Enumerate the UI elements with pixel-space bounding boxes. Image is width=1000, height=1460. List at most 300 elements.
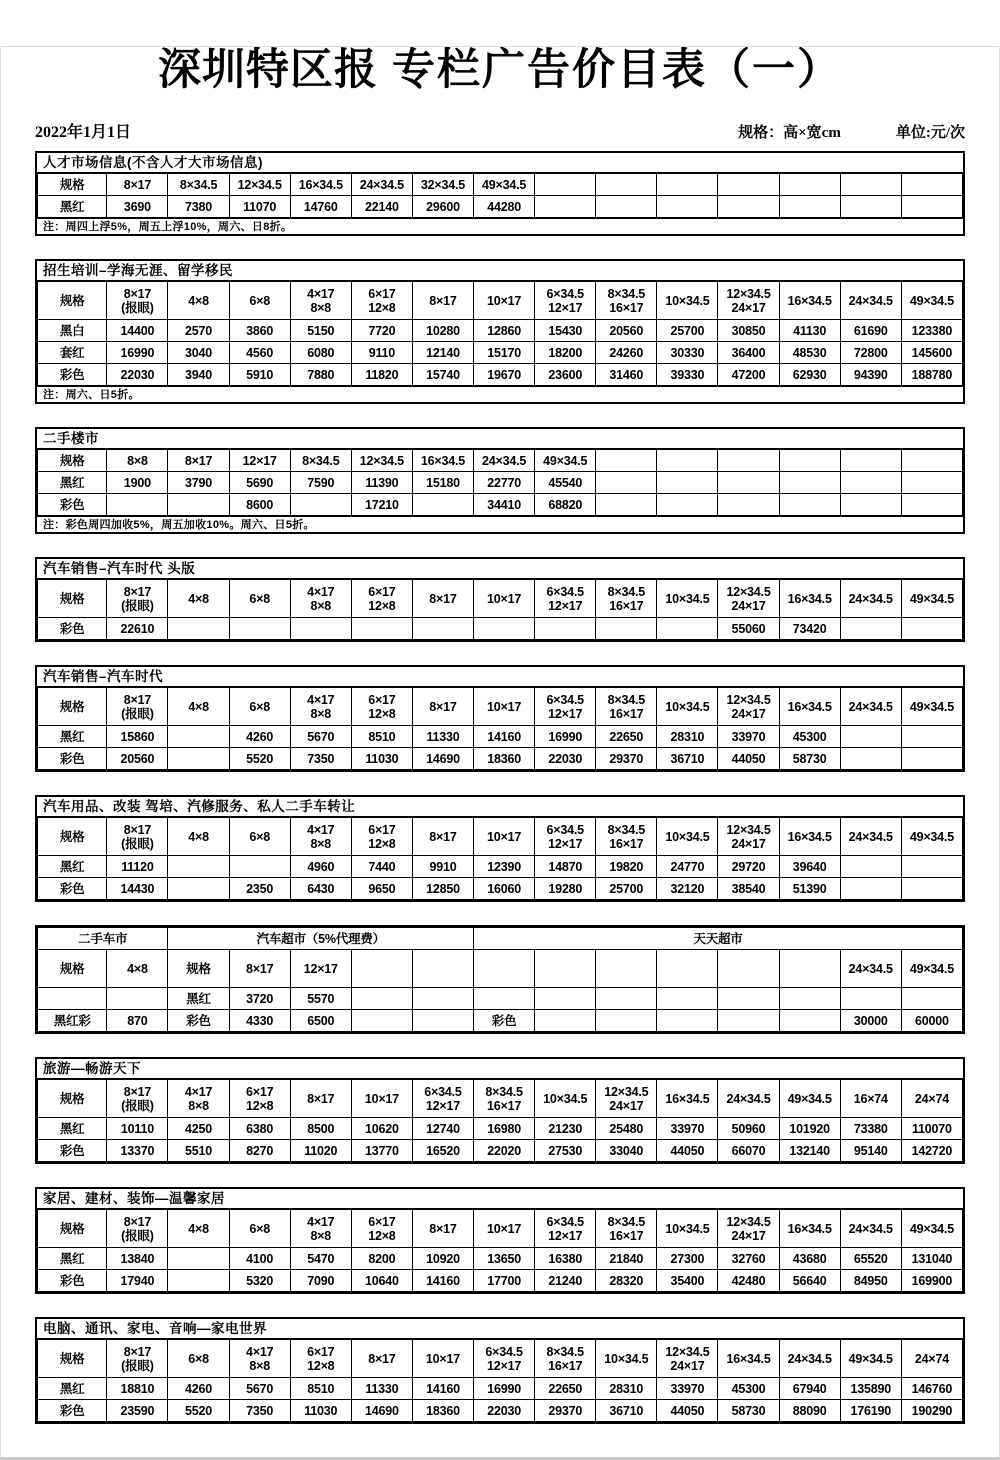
price-cell bbox=[229, 856, 290, 878]
size-header-cell: 6×34.5 12×17 bbox=[535, 818, 596, 856]
size-header-cell: 6×17 12×8 bbox=[351, 1210, 412, 1248]
row-label-cell: 彩色 bbox=[168, 1010, 229, 1032]
price-cell: 51390 bbox=[779, 878, 840, 900]
size-header-cell: 10×17 bbox=[351, 1080, 412, 1118]
price-cell bbox=[474, 618, 535, 640]
price-cell bbox=[718, 1010, 779, 1032]
row-label-cell: 黑红 bbox=[38, 472, 107, 494]
price-cell bbox=[779, 472, 840, 494]
price-cell: 22770 bbox=[474, 472, 535, 494]
size-header-cell: 10×34.5 bbox=[657, 818, 718, 856]
price-cell bbox=[596, 196, 657, 218]
price-cell: 31460 bbox=[596, 364, 657, 386]
price-cell bbox=[168, 856, 229, 878]
price-cell bbox=[351, 950, 412, 988]
price-cell: 7880 bbox=[290, 364, 351, 386]
header-row bbox=[38, 580, 963, 618]
price-cell bbox=[901, 726, 962, 748]
tables bbox=[35, 151, 965, 1424]
price-cell bbox=[901, 196, 962, 218]
size-header-cell: 8×17 bbox=[168, 450, 229, 472]
size-header-cell: 4×17 8×8 bbox=[290, 282, 351, 320]
price-cell: 3940 bbox=[168, 364, 229, 386]
row-label-cell: 规格 bbox=[38, 450, 107, 472]
size-header-cell: 4×17 8×8 bbox=[290, 818, 351, 856]
price-cell: 15740 bbox=[412, 364, 473, 386]
size-header-cell: 6×34.5 12×17 bbox=[535, 580, 596, 618]
price-cell: 95140 bbox=[840, 1140, 901, 1162]
price-cell bbox=[779, 1010, 840, 1032]
size-header-cell bbox=[718, 174, 779, 196]
size-header-cell: 4×8 bbox=[168, 818, 229, 856]
size-header-cell: 16×34.5 bbox=[290, 174, 351, 196]
table-row bbox=[38, 950, 963, 988]
price-cell bbox=[840, 618, 901, 640]
table-title: 汽车销售–汽车时代 bbox=[37, 667, 963, 687]
size-header-cell: 6×17 12×8 bbox=[290, 1340, 351, 1378]
size-header-cell: 10×17 bbox=[412, 1340, 473, 1378]
size-header-cell: 4×8 bbox=[168, 1210, 229, 1248]
price-cell: 16980 bbox=[474, 1118, 535, 1140]
size-header-cell: 8×17 bbox=[412, 1210, 473, 1248]
price-cell bbox=[535, 950, 596, 988]
price-cell: 12860 bbox=[474, 320, 535, 342]
size-header-cell: 49×34.5 bbox=[474, 174, 535, 196]
row-label-cell: 彩色 bbox=[38, 1140, 107, 1162]
size-header-cell: 8×17 (报眼) bbox=[107, 282, 168, 320]
price-cell: 38540 bbox=[718, 878, 779, 900]
size-header-cell: 24×34.5 bbox=[840, 580, 901, 618]
price-cell: 65520 bbox=[840, 1248, 901, 1270]
size-header-cell: 24×34.5 bbox=[351, 174, 412, 196]
row-label-cell: 彩色 bbox=[474, 1010, 535, 1032]
price-cell: 22030 bbox=[474, 1400, 535, 1422]
price-cell: 22650 bbox=[596, 726, 657, 748]
size-header-cell: 6×8 bbox=[229, 580, 290, 618]
row-label-cell: 套红 bbox=[38, 342, 107, 364]
price-cell: 18360 bbox=[474, 748, 535, 770]
size-header-cell: 32×34.5 bbox=[412, 174, 473, 196]
price-cell: 45300 bbox=[779, 726, 840, 748]
price-cell: 21230 bbox=[535, 1118, 596, 1140]
price-cell: 131040 bbox=[901, 1248, 962, 1270]
price-cell: 8500 bbox=[290, 1118, 351, 1140]
size-header-cell: 8×34.5 16×17 bbox=[596, 282, 657, 320]
price-cell: 33970 bbox=[657, 1118, 718, 1140]
price-cell: 12850 bbox=[412, 878, 473, 900]
size-header-cell: 49×34.5 bbox=[779, 1080, 840, 1118]
price-grid bbox=[37, 173, 963, 218]
price-cell: 110070 bbox=[901, 1118, 962, 1140]
size-header-cell: 8×34.5 16×17 bbox=[535, 1340, 596, 1378]
price-cell: 19820 bbox=[596, 856, 657, 878]
size-header-cell: 8×17 (报眼) bbox=[107, 818, 168, 856]
price-cell: 24770 bbox=[657, 856, 718, 878]
price-cell: 25700 bbox=[657, 320, 718, 342]
price-cell: 33970 bbox=[718, 726, 779, 748]
price-cell: 4100 bbox=[229, 1248, 290, 1270]
price-cell: 146760 bbox=[901, 1378, 962, 1400]
size-header-cell: 12×17 bbox=[229, 450, 290, 472]
size-header-cell: 49×34.5 bbox=[901, 580, 962, 618]
size-header-cell: 8×17 (报眼) bbox=[107, 1080, 168, 1118]
price-cell: 11120 bbox=[107, 856, 168, 878]
price-cell: 4560 bbox=[229, 342, 290, 364]
price-cell bbox=[596, 950, 657, 988]
size-header-cell bbox=[596, 174, 657, 196]
price-cell: 28310 bbox=[657, 726, 718, 748]
size-header-cell: 10×17 bbox=[474, 688, 535, 726]
price-cell: 13840 bbox=[107, 1248, 168, 1270]
row-label-cell: 黑红 bbox=[168, 988, 229, 1010]
size-header-cell: 4×17 8×8 bbox=[290, 1210, 351, 1248]
size-header-cell: 10×34.5 bbox=[657, 282, 718, 320]
price-cell: 5570 bbox=[290, 988, 351, 1010]
price-cell bbox=[901, 988, 962, 1010]
price-cell bbox=[168, 618, 229, 640]
price-cell bbox=[412, 950, 473, 988]
price-cell bbox=[901, 494, 962, 516]
row-label-cell: 黑红 bbox=[38, 1378, 107, 1400]
price-cell: 36710 bbox=[657, 748, 718, 770]
price-cell: 14690 bbox=[351, 1400, 412, 1422]
row-label-cell: 黑白 bbox=[38, 320, 107, 342]
price-cell: 42480 bbox=[718, 1270, 779, 1292]
size-header-cell: 49×34.5 bbox=[901, 282, 962, 320]
size-header-cell bbox=[596, 450, 657, 472]
page-title bbox=[0, 46, 1000, 95]
price-cell bbox=[351, 1010, 412, 1032]
price-cell: 12140 bbox=[412, 342, 473, 364]
price-cell: 20560 bbox=[596, 320, 657, 342]
price-cell: 11030 bbox=[290, 1400, 351, 1422]
size-header-cell: 24×74 bbox=[901, 1080, 962, 1118]
price-cell bbox=[657, 472, 718, 494]
size-header-cell: 6×34.5 12×17 bbox=[412, 1080, 473, 1118]
price-cell: 7440 bbox=[351, 856, 412, 878]
price-cell: 145600 bbox=[901, 342, 962, 364]
price-cell: 94390 bbox=[840, 364, 901, 386]
table-title: 家居、建材、装饰—温馨家居 bbox=[37, 1189, 963, 1209]
size-header-cell: 10×17 bbox=[474, 1210, 535, 1248]
meta-labels bbox=[738, 121, 965, 142]
price-cell bbox=[718, 196, 779, 218]
size-header-cell: 8×34.5 16×17 bbox=[596, 580, 657, 618]
table-6 bbox=[35, 795, 965, 902]
price-cell: 47200 bbox=[718, 364, 779, 386]
price-cell: 2350 bbox=[229, 878, 290, 900]
size-header-cell: 8×17 bbox=[107, 174, 168, 196]
table-row bbox=[38, 748, 963, 770]
size-header-cell: 6×8 bbox=[168, 1340, 229, 1378]
table-row bbox=[38, 1270, 963, 1292]
size-header-cell: 16×34.5 bbox=[779, 818, 840, 856]
price-cell: 19670 bbox=[474, 364, 535, 386]
size-header-cell: 8×34.5 16×17 bbox=[596, 688, 657, 726]
price-cell bbox=[718, 494, 779, 516]
price-cell: 22650 bbox=[535, 1378, 596, 1400]
price-cell: 48530 bbox=[779, 342, 840, 364]
size-header-cell: 4×8 bbox=[168, 282, 229, 320]
price-cell: 39330 bbox=[657, 364, 718, 386]
price-cell: 41130 bbox=[779, 320, 840, 342]
price-cell: 88090 bbox=[779, 1400, 840, 1422]
table-title: 电脑、通讯、家电、音响—家电世界 bbox=[37, 1319, 963, 1339]
size-header-cell: 4×8 bbox=[168, 580, 229, 618]
size-header-cell: 6×8 bbox=[229, 688, 290, 726]
price-cell: 5670 bbox=[290, 726, 351, 748]
price-cell: 169900 bbox=[901, 1270, 962, 1292]
table-4 bbox=[35, 557, 965, 642]
price-grid bbox=[37, 579, 963, 640]
price-cell: 61690 bbox=[840, 320, 901, 342]
size-header-cell: 16×34.5 bbox=[718, 1340, 779, 1378]
price-cell: 15170 bbox=[474, 342, 535, 364]
row-label-cell: 规格 bbox=[38, 174, 107, 196]
row-label-cell: 黑红 bbox=[38, 726, 107, 748]
size-header-cell: 6×34.5 12×17 bbox=[474, 1340, 535, 1378]
table-row bbox=[38, 1140, 963, 1162]
table-row bbox=[38, 342, 963, 364]
price-cell bbox=[718, 988, 779, 1010]
price-cell bbox=[657, 950, 718, 988]
price-cell: 10640 bbox=[351, 1270, 412, 1292]
table-row bbox=[38, 726, 963, 748]
price-cell: 67940 bbox=[779, 1378, 840, 1400]
price-cell: 39640 bbox=[779, 856, 840, 878]
header-row bbox=[38, 282, 963, 320]
price-cell: 6500 bbox=[290, 1010, 351, 1032]
price-cell: 30330 bbox=[657, 342, 718, 364]
price-cell bbox=[535, 1010, 596, 1032]
price-cell: 27300 bbox=[657, 1248, 718, 1270]
size-header-cell: 49×34.5 bbox=[901, 1210, 962, 1248]
newspaper-masthead: 深圳特区报 bbox=[158, 45, 379, 95]
price-cell: 14160 bbox=[474, 726, 535, 748]
price-cell: 30850 bbox=[718, 320, 779, 342]
price-cell bbox=[168, 878, 229, 900]
price-cell bbox=[840, 472, 901, 494]
price-cell: 17700 bbox=[474, 1270, 535, 1292]
price-cell: 5470 bbox=[290, 1248, 351, 1270]
size-header-cell: 12×34.5 bbox=[229, 174, 290, 196]
table-5 bbox=[35, 665, 965, 772]
row-label-cell: 规格 bbox=[38, 818, 107, 856]
price-cell: 24260 bbox=[596, 342, 657, 364]
price-cell bbox=[351, 988, 412, 1010]
price-cell: 33970 bbox=[657, 1378, 718, 1400]
price-cell bbox=[657, 196, 718, 218]
price-cell bbox=[596, 1010, 657, 1032]
size-header-cell: 10×34.5 bbox=[657, 580, 718, 618]
price-cell: 17940 bbox=[107, 1270, 168, 1292]
price-cell: 16990 bbox=[107, 342, 168, 364]
size-header-cell: 24×34.5 bbox=[474, 450, 535, 472]
price-cell: 5320 bbox=[229, 1270, 290, 1292]
price-cell: 5520 bbox=[229, 748, 290, 770]
price-cell: 12390 bbox=[474, 856, 535, 878]
price-cell: 29720 bbox=[718, 856, 779, 878]
price-cell: 22030 bbox=[535, 748, 596, 770]
publish-date: 2022年1月1日 bbox=[35, 124, 132, 142]
table-row bbox=[38, 196, 963, 218]
price-grid bbox=[37, 1339, 963, 1422]
size-header-cell: 8×34.5 16×17 bbox=[596, 1210, 657, 1248]
row-label-cell: 规格 bbox=[38, 1340, 107, 1378]
size-header-cell bbox=[779, 174, 840, 196]
row-label-cell: 彩色 bbox=[38, 878, 107, 900]
size-header-cell: 8×17 (报眼) bbox=[107, 1340, 168, 1378]
price-cell: 29370 bbox=[535, 1400, 596, 1422]
price-cell: 4250 bbox=[168, 1118, 229, 1140]
table-row bbox=[38, 856, 963, 878]
price-cell: 123380 bbox=[901, 320, 962, 342]
table-3 bbox=[35, 427, 965, 534]
price-cell: 22020 bbox=[474, 1140, 535, 1162]
row-label-cell: 规格 bbox=[38, 282, 107, 320]
price-cell: 49×34.5 bbox=[901, 950, 962, 988]
table-row bbox=[38, 618, 963, 640]
price-cell: 14430 bbox=[107, 878, 168, 900]
table-note: 注：周四上浮5%，周五上浮10%，周六、日8折。 bbox=[37, 218, 963, 234]
table-row bbox=[38, 494, 963, 516]
header-row bbox=[38, 688, 963, 726]
price-cell: 36400 bbox=[718, 342, 779, 364]
price-cell: 3040 bbox=[168, 342, 229, 364]
price-cell: 4260 bbox=[168, 1378, 229, 1400]
price-cell: 44280 bbox=[474, 196, 535, 218]
price-cell: 14160 bbox=[412, 1378, 473, 1400]
price-cell bbox=[657, 618, 718, 640]
price-cell: 11390 bbox=[351, 472, 412, 494]
table-row bbox=[38, 472, 963, 494]
price-cell: 7720 bbox=[351, 320, 412, 342]
price-cell: 13770 bbox=[351, 1140, 412, 1162]
table-row bbox=[38, 1400, 963, 1422]
price-cell: 23600 bbox=[535, 364, 596, 386]
price-cell: 8270 bbox=[229, 1140, 290, 1162]
size-header-cell: 16×34.5 bbox=[779, 1210, 840, 1248]
price-cell: 21240 bbox=[535, 1270, 596, 1292]
size-spec-label: 规格：高×宽cm bbox=[738, 125, 841, 142]
price-cell bbox=[840, 856, 901, 878]
table-title: 招生培训–学海无涯、留学移民 bbox=[37, 261, 963, 281]
table-1 bbox=[35, 151, 965, 236]
price-cell: 22140 bbox=[351, 196, 412, 218]
size-header-cell: 16×34.5 bbox=[657, 1080, 718, 1118]
table-7 bbox=[35, 925, 965, 1034]
row-label-cell: 规格 bbox=[38, 950, 107, 988]
price-cell: 15430 bbox=[535, 320, 596, 342]
price-cell bbox=[474, 988, 535, 1010]
price-cell: 12×17 bbox=[290, 950, 351, 988]
price-grid bbox=[37, 1079, 963, 1162]
size-header-cell: 24×34.5 bbox=[840, 818, 901, 856]
price-cell: 16060 bbox=[474, 878, 535, 900]
size-header-cell: 16×34.5 bbox=[779, 580, 840, 618]
price-cell: 14760 bbox=[290, 196, 351, 218]
price-cell: 4260 bbox=[229, 726, 290, 748]
size-header-cell: 49×34.5 bbox=[840, 1340, 901, 1378]
price-cell: 5510 bbox=[168, 1140, 229, 1162]
price-cell: 11330 bbox=[351, 1378, 412, 1400]
size-header-cell: 6×34.5 12×17 bbox=[535, 282, 596, 320]
section-title-row bbox=[38, 928, 963, 950]
size-header-cell: 49×34.5 bbox=[901, 818, 962, 856]
price-cell: 5910 bbox=[229, 364, 290, 386]
size-header-cell: 12×34.5 24×17 bbox=[657, 1340, 718, 1378]
price-grid bbox=[37, 281, 963, 386]
table-8 bbox=[35, 1057, 965, 1164]
price-cell: 45300 bbox=[718, 1378, 779, 1400]
price-grid bbox=[37, 687, 963, 770]
size-header-cell: 6×8 bbox=[229, 282, 290, 320]
size-header-cell: 12×34.5 bbox=[351, 450, 412, 472]
size-header-cell: 6×17 12×8 bbox=[229, 1080, 290, 1118]
price-cell: 9110 bbox=[351, 342, 412, 364]
price-cell bbox=[657, 988, 718, 1010]
table-row bbox=[38, 988, 963, 1010]
price-cell: 1900 bbox=[107, 472, 168, 494]
price-cell: 30000 bbox=[840, 1010, 901, 1032]
price-cell: 4960 bbox=[290, 856, 351, 878]
price-cell: 62930 bbox=[779, 364, 840, 386]
price-cell: 11070 bbox=[229, 196, 290, 218]
price-cell bbox=[840, 988, 901, 1010]
price-cell bbox=[840, 196, 901, 218]
price-cell bbox=[168, 726, 229, 748]
price-cell: 101920 bbox=[779, 1118, 840, 1140]
size-header-cell: 16×74 bbox=[840, 1080, 901, 1118]
size-header-cell: 4×8 bbox=[168, 688, 229, 726]
price-cell: 32120 bbox=[657, 878, 718, 900]
size-header-cell: 24×34.5 bbox=[718, 1080, 779, 1118]
price-cell: 5150 bbox=[290, 320, 351, 342]
price-cell: 11030 bbox=[351, 748, 412, 770]
table-row bbox=[38, 1378, 963, 1400]
price-cell bbox=[474, 950, 535, 988]
price-cell bbox=[290, 494, 351, 516]
price-cell: 12740 bbox=[412, 1118, 473, 1140]
price-cell: 8200 bbox=[351, 1248, 412, 1270]
size-header-cell: 6×17 12×8 bbox=[351, 818, 412, 856]
meta-row bbox=[35, 119, 965, 142]
size-header-cell bbox=[901, 174, 962, 196]
section-title-cell: 天天超市 bbox=[474, 928, 963, 950]
table-10 bbox=[35, 1317, 965, 1424]
price-cell: 16520 bbox=[412, 1140, 473, 1162]
price-cell: 19280 bbox=[535, 878, 596, 900]
price-cell: 11020 bbox=[290, 1140, 351, 1162]
size-header-cell: 8×34.5 16×17 bbox=[596, 818, 657, 856]
price-cell: 44050 bbox=[718, 748, 779, 770]
price-cell: 22610 bbox=[107, 618, 168, 640]
size-header-cell: 49×34.5 bbox=[535, 450, 596, 472]
header-row bbox=[38, 450, 963, 472]
size-header-cell: 24×34.5 bbox=[779, 1340, 840, 1378]
header-row bbox=[38, 174, 963, 196]
size-header-cell: 4×17 8×8 bbox=[168, 1080, 229, 1118]
size-header-cell: 8×8 bbox=[107, 450, 168, 472]
price-cell: 23590 bbox=[107, 1400, 168, 1422]
price-cell: 45540 bbox=[535, 472, 596, 494]
price-cell: 29600 bbox=[412, 196, 473, 218]
price-cell bbox=[779, 494, 840, 516]
price-cell: 58730 bbox=[779, 748, 840, 770]
row-label-cell: 黑红彩 bbox=[38, 1010, 107, 1032]
price-cell bbox=[412, 494, 473, 516]
price-cell bbox=[657, 1010, 718, 1032]
